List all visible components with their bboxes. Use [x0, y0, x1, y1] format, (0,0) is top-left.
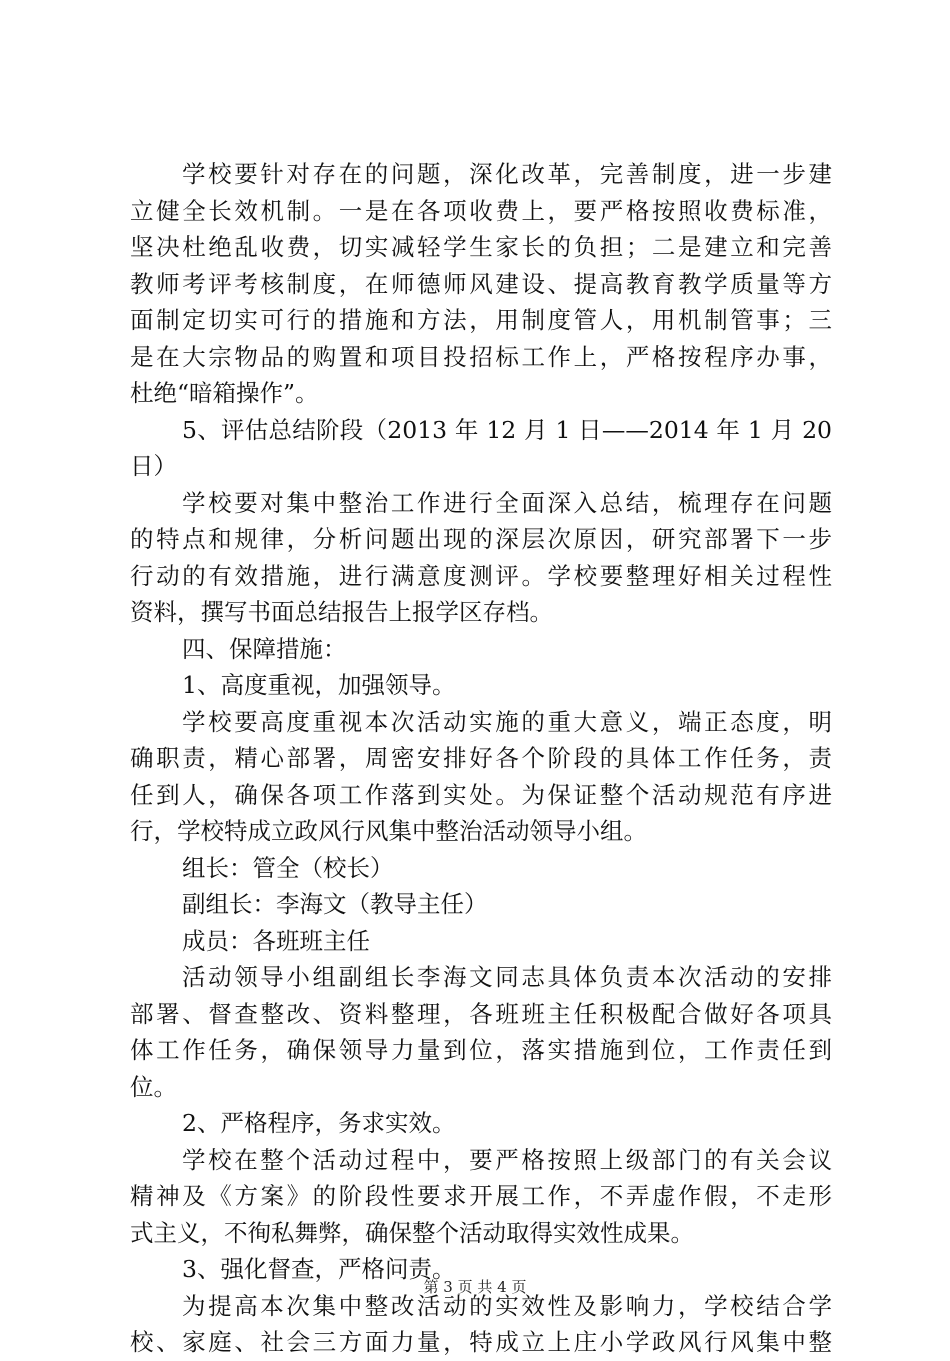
- text-line: 确职责，精心部署，周密安排好各个阶段的具体工作任务，责: [130, 744, 832, 772]
- text-line: 资料，撰写书面总结报告上报学区存档。: [130, 598, 553, 626]
- text-line: 学校在整个活动过程中，要严格按照上级部门的有关会议: [182, 1145, 832, 1174]
- text-line: 活动领导小组副组长李海文同志具体负责本次活动的安排: [182, 963, 832, 991]
- text-line: 杜绝“暗箱操作”。: [130, 379, 319, 407]
- page-footer: 第 3 页 共 4 页: [423, 1278, 527, 1296]
- text-line: 四、保障措施：: [182, 634, 347, 663]
- text-line: 日）: [130, 452, 177, 480]
- text-line: 3、强化督查，严格问责。: [182, 1255, 456, 1283]
- document-body: [130, 156, 832, 1361]
- text-line: 5、评估总结阶段（2013 年 12 月 1 日——2014 年 1 月 20: [182, 415, 832, 444]
- text-line: 立健全长效机制。一是在各项收费上，要严格按照收费标准，: [130, 196, 832, 225]
- text-line: 学校要针对存在的问题，深化改革，完善制度，进一步建: [182, 160, 832, 188]
- text-line: 面制定切实可行的措施和方法，用制度管人，用机制管事；三: [130, 306, 832, 334]
- text-line: 学校要对集中整治工作进行全面深入总结，梳理存在问题: [182, 488, 832, 517]
- text-line: 式主义，不徇私舞弊，确保整个活动取得实效性成果。: [130, 1218, 694, 1247]
- text-line: 任到人，确保各项工作落到实处。为保证整个活动规范有序进: [130, 780, 832, 809]
- text-line: 校、家庭、社会三方面力量，特成立上庄小学政风行风集中整: [130, 1328, 832, 1356]
- text-line: 2、严格程序，务求实效。: [182, 1109, 456, 1137]
- text-line: 学校要高度重视本次活动实施的重大意义，端正态度，明: [182, 707, 832, 736]
- text-line: 教师考评考核制度，在师德师风建设、提高教育教学质量等方: [130, 269, 832, 298]
- text-line: 精神及《方案》的阶段性要求开展工作，不弄虚作假，不走形: [130, 1182, 832, 1210]
- text-line: 副组长：李海文（教导主任）: [182, 890, 488, 918]
- text-line: 位。: [130, 1072, 177, 1101]
- text-line: 坚决杜绝乱收费，切实减轻学生家长的负担；二是建立和完善: [130, 233, 832, 261]
- text-line: 组长：管全（校长）: [182, 853, 394, 882]
- text-line: 体工作任务，确保领导力量到位，落实措施到位，工作责任到: [130, 1036, 832, 1064]
- text-line: 1、高度重视，加强领导。: [182, 671, 456, 699]
- text-line: 部署、督查整改、资料整理，各班班主任积极配合做好各项具: [130, 999, 832, 1028]
- text-line: 是在大宗物品的购置和项目投招标工作上，严格按程序办事，: [130, 342, 832, 371]
- text-line: 的特点和规律，分析问题出现的深层次原因，研究部署下一步: [130, 525, 832, 553]
- text-line: 成员：各班班主任: [182, 926, 370, 955]
- text-line: 行，学校特成立政风行风集中整治活动领导小组。: [130, 817, 647, 845]
- text-line: 行动的有效措施，进行满意度测评。学校要整理好相关过程性: [130, 561, 832, 590]
- text-line: 为提高本次集中整改活动的实效性及影响力，学校结合学: [182, 1291, 832, 1320]
